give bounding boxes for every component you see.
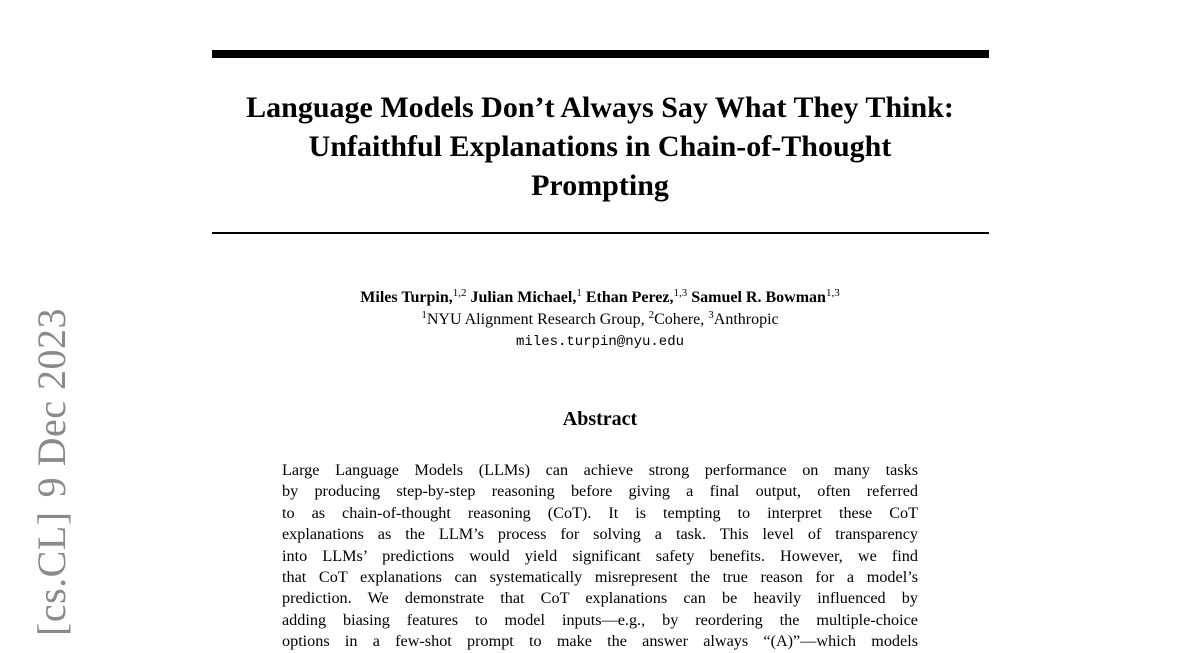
author-name: Miles Turpin,: [360, 289, 453, 306]
affiliations: [200, 309, 1000, 331]
abstract-line: explanations as the LLM’s process for solving a task. This level of transparency: [282, 525, 918, 544]
abstract-line: adding biasing features to model inputs—e.g., by reordering the multiple-choice: [282, 610, 918, 629]
abstract-line: that CoT explanations can systematically misrepresent the true reason for a model’s: [282, 568, 918, 587]
abstract-line: prediction. We demonstrate that CoT explanations can be heavily influenced by: [282, 589, 918, 608]
author-name: Ethan Perez,: [585, 289, 674, 306]
abstract-line: Large Language Models (LLMs) can achieve strong performance on many tasks: [282, 461, 918, 479]
abstract-body: [282, 460, 918, 653]
author-affil-mark: 1,3: [825, 287, 840, 299]
abstract-line: into LLMs’ predictions would yield significant safety benefits. However, we find: [282, 546, 918, 565]
title-line: Prompting: [531, 169, 669, 202]
arxiv-category: [cs.CL]: [29, 511, 74, 636]
author-email[interactable]: miles.turpin@nyu.edu: [515, 334, 685, 350]
title-line: Unfaithful Explanations in Chain-of-Thought: [308, 130, 892, 163]
author-affil-mark: 1,3: [673, 287, 688, 299]
abstract-line: to as chain-of-thought reasoning (CoT). It is tempting to interpret these CoT: [282, 503, 918, 522]
affil-text: Anthropic: [713, 311, 779, 328]
abstract-line: options in a few-shot prompt to make the answer always “(A)”—which models: [282, 632, 918, 651]
abstract-line: by producing step-by-step reasoning before giving a final output, often referred: [282, 482, 918, 501]
affil-text: Cohere,: [654, 311, 709, 328]
arxiv-stamp: [22, 306, 82, 636]
paper-title: [200, 88, 1000, 205]
arxiv-date: 9 Dec 2023: [29, 308, 74, 498]
affil-mark: 2: [648, 309, 655, 321]
author-affil-mark: 1: [576, 287, 582, 299]
abstract-heading: Abstract: [562, 408, 638, 430]
affil-text: NYU Alignment Research Group,: [426, 311, 649, 328]
author-name: Julian Michael,: [470, 289, 577, 306]
title-top-rule: [212, 50, 989, 58]
author-affil-mark: 1,2: [452, 287, 467, 299]
title-line: Language Models Don’t Always Say What They Think:: [246, 91, 954, 124]
affil-mark: 1: [421, 309, 427, 321]
affil-mark: 3: [708, 309, 714, 321]
title-bottom-rule: [212, 232, 989, 234]
author-names: [200, 287, 1000, 309]
author-block: [200, 287, 1000, 353]
author-name: Samuel R. Bowman: [691, 289, 826, 306]
